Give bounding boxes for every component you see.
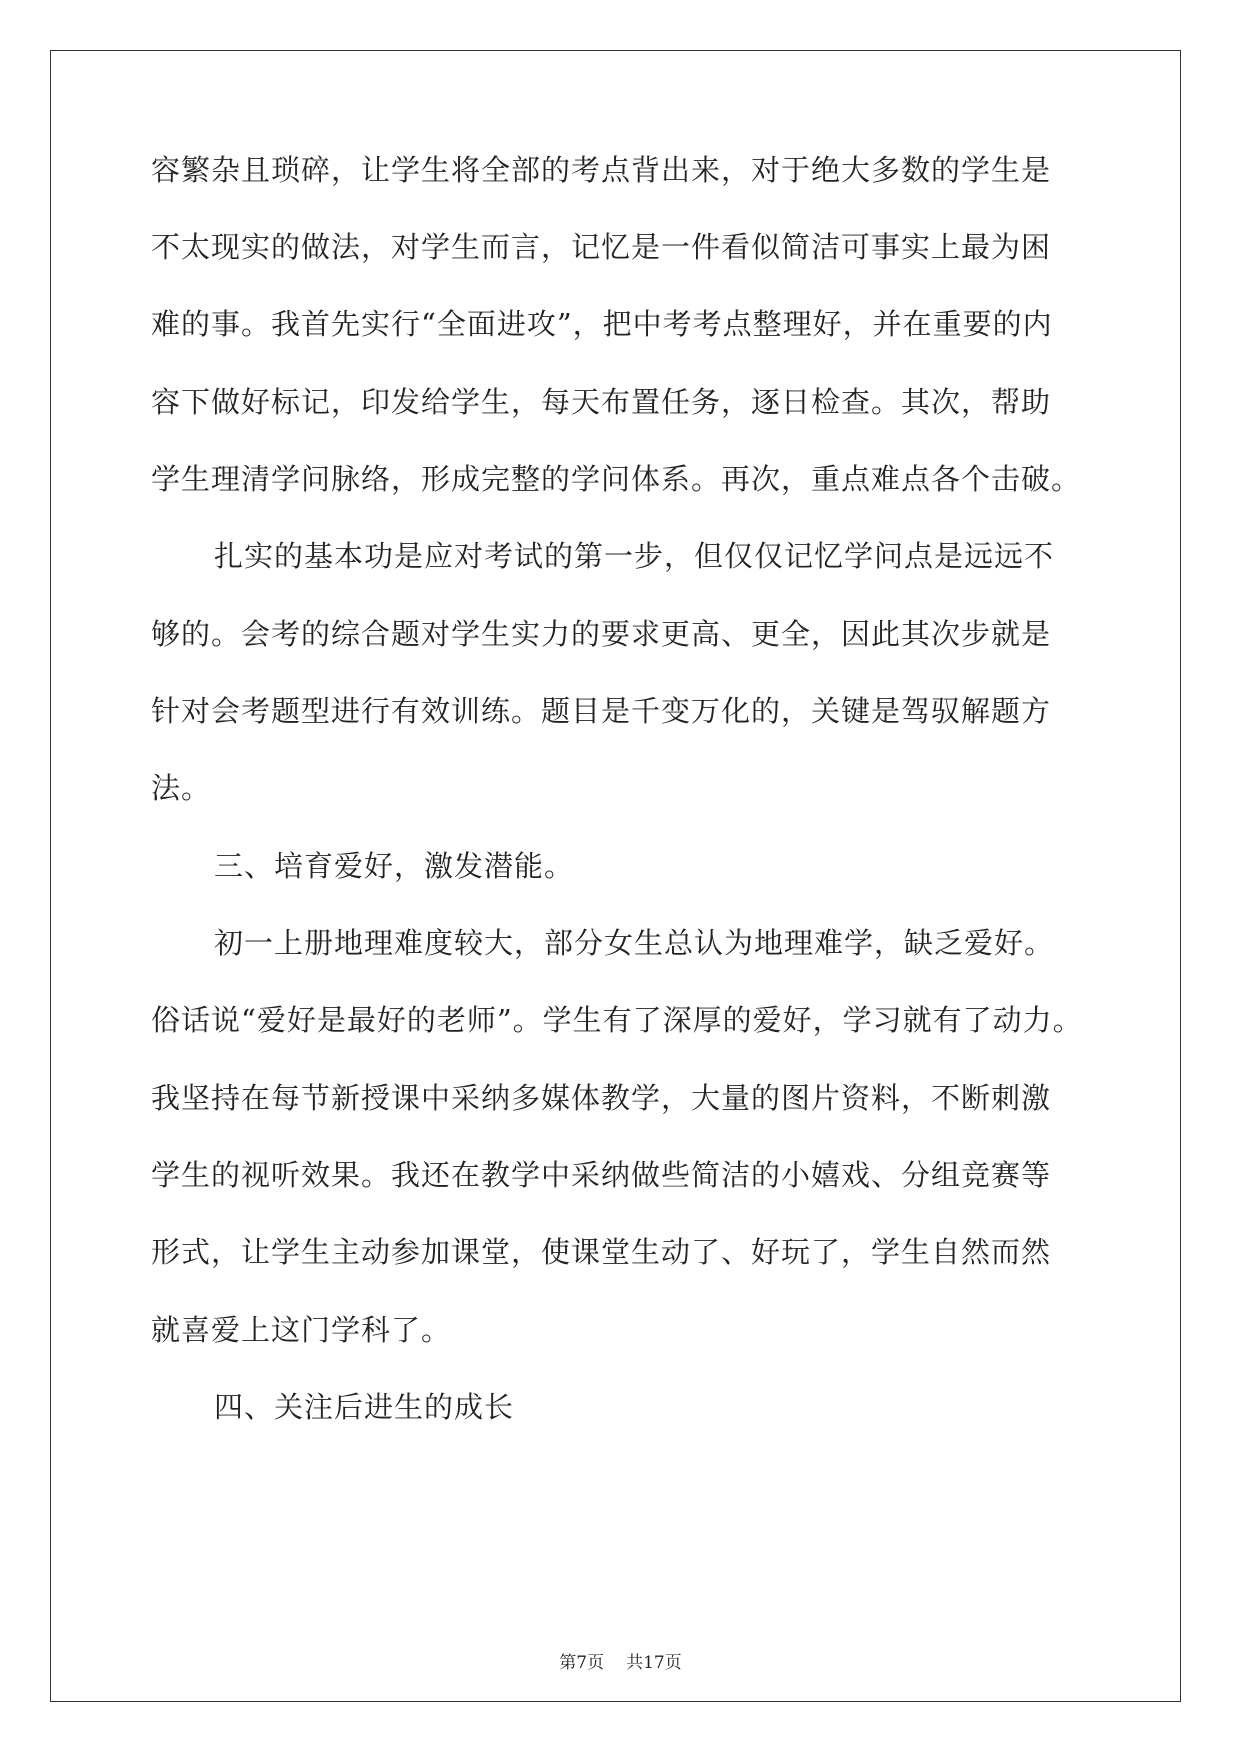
text-line: 容繁杂且琐碎，让学生将全部的考点背出来，对于绝大多数的学生是 — [151, 153, 1052, 187]
paragraph-first-line: 扎实的基本功是应对考试的第一步，但仅仅记忆学问点是远远不 — [214, 539, 1055, 573]
section-heading: 三、培育爱好，激发潜能。 — [214, 849, 575, 883]
text-line: 难的事。我首先实行“全面进攻”，把中考考点整理好，并在重要的内 — [151, 307, 1053, 341]
text-line: 俗话说“爱好是最好的老师”。学生有了深厚的爱好，学习就有了动力。 — [151, 1003, 1083, 1037]
page-footer — [0, 1651, 1241, 1675]
paragraph-first-line: 初一上册地理难度较大，部分女生总认为地理难学，缺乏爱好。 — [214, 926, 1055, 960]
text-line: 就喜爱上这门学科了。 — [151, 1313, 452, 1347]
current-page-label: 第7页 — [559, 1653, 605, 1673]
text-line: 够的。会考的综合题对学生实力的要求更高、更全，因此其次步就是 — [151, 617, 1052, 651]
text-line: 形式，让学生主动参加课堂，使课堂生动了、好玩了，学生自然而然 — [151, 1235, 1052, 1269]
total-pages-label: 共17页 — [626, 1653, 682, 1673]
text-line: 我坚持在每节新授课中采纳多媒体教学，大量的图片资料，不断刺激 — [151, 1081, 1052, 1115]
text-line: 学生理清学问脉络，形成完整的学问体系。再次，重点难点各个击破。 — [151, 462, 1082, 496]
text-line: 学生的视听效果。我还在教学中采纳做些简洁的小嬉戏、分组竞赛等 — [151, 1158, 1052, 1192]
text-line: 不太现实的做法，对学生而言，记忆是一件看似简洁可事实上最为困 — [151, 230, 1052, 264]
text-line: 法。 — [151, 771, 212, 805]
section-heading: 四、关注后进生的成长 — [214, 1390, 515, 1424]
text-line: 针对会考题型进行有效训练。题目是千变万化的，关键是驾驭解题方 — [151, 694, 1052, 728]
text-line: 容下做好标记，印发给学生，每天布置任务，逐日检查。其次，帮助 — [151, 385, 1052, 419]
